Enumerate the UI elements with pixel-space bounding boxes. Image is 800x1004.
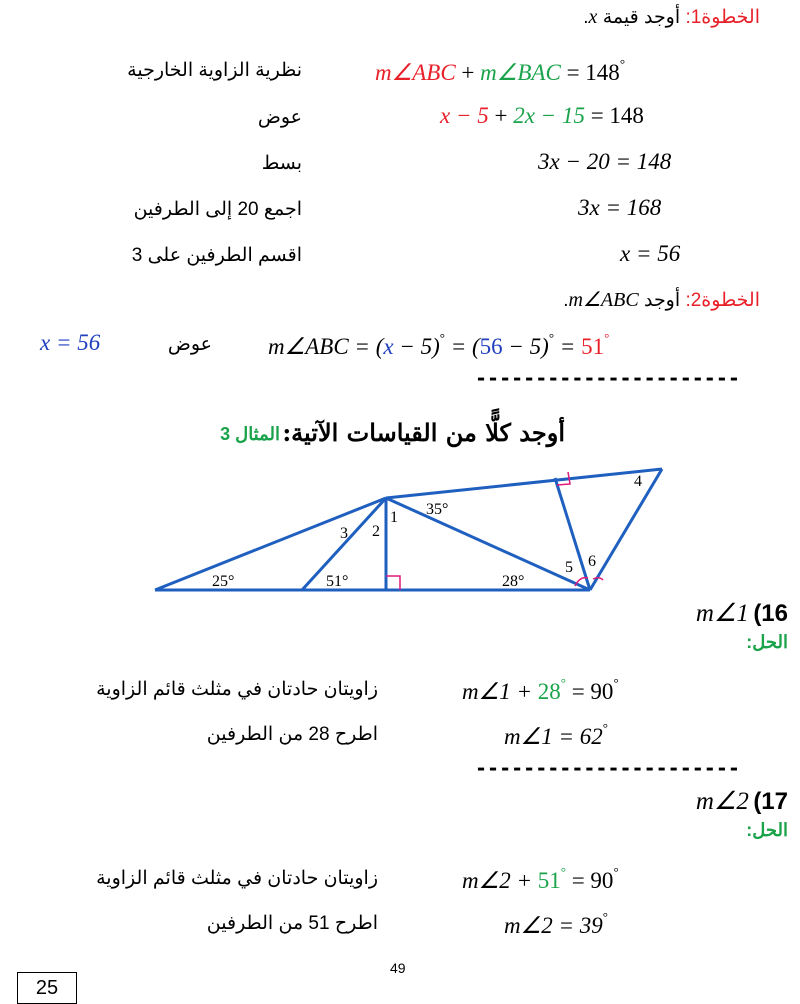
p17-eq2: m∠2 = 39° [504, 909, 608, 938]
reason-3: بسط [261, 153, 302, 174]
step1-var: x [588, 6, 598, 28]
step1-label: الخطوة1: [685, 7, 760, 28]
problem-17-number: (17 [753, 788, 788, 815]
page-number-box: 25 [17, 972, 77, 1004]
label-6: 6 [588, 553, 596, 570]
label-35: 35° [426, 501, 449, 518]
reason-4: اجمع 20 إلى الطرفين [133, 199, 302, 220]
triangle-figure [150, 462, 670, 597]
reason-5: اقسم الطرفين على 3 [131, 245, 302, 266]
sub-expr-56: 56 [479, 334, 503, 359]
sub-expr-51: 51 [581, 334, 605, 359]
example-label: المثال 3 [220, 424, 280, 444]
eq2-plus: + [494, 103, 508, 128]
separator-1: ---------------------- [475, 366, 740, 390]
reason-1: نظرية الزاوية الخارجية [127, 60, 302, 81]
label-5: 5 [565, 559, 573, 576]
step2-text: أوجد [643, 290, 681, 311]
p16-eq1-a: m∠1 + [462, 679, 538, 704]
p17-reason2: اطرح 51 من الطرفين [206, 913, 378, 934]
eq5: x = 56 [620, 241, 681, 266]
step2-expr: m∠ABC [568, 289, 639, 311]
right-angle-marker-1 [386, 576, 400, 590]
eq2-term-b: 2x − 15 [513, 103, 585, 128]
top-side [386, 469, 662, 498]
p17-eq1-a: m∠2 + [462, 868, 538, 893]
eq1: m∠ABC + m∠BAC = 148° [375, 56, 626, 85]
step2-header [563, 287, 760, 312]
p16-eq2: m∠1 = 62° [504, 720, 608, 749]
sub-expr-d: − 5) [502, 334, 549, 359]
eq2 [440, 103, 644, 129]
p16-eq1-c: = 90 [565, 679, 614, 704]
label-25: 25° [212, 573, 235, 590]
step1-period: . [583, 7, 589, 28]
sub-expr-e: = [554, 334, 582, 359]
problem-16-number: (16 [753, 600, 788, 627]
sub-expr-a: m∠ABC = ( [268, 334, 384, 359]
p17-eq1-b: 51 [537, 868, 561, 893]
eq2-term-a: x − 5 [440, 103, 489, 128]
step2-label: الخطوة2: [685, 290, 760, 311]
step2-period: . [563, 290, 569, 311]
p16-reason2: اطرح 28 من الطرفين [206, 724, 378, 745]
eq1-plus: + [461, 60, 475, 85]
label-28: 28° [502, 573, 525, 590]
p16-eq1-b: 28 [537, 679, 561, 704]
example-title: أوجد كلًّا من القياسات الآتية: [282, 418, 565, 447]
p16-eq1: m∠1 + 28° = 90° [462, 675, 619, 704]
eq3: 3x − 20 = 148 [538, 149, 672, 174]
p17-eq1-c: = 90 [565, 868, 614, 893]
eq1-term-a: m∠ABC [375, 60, 456, 85]
problem-17-solution-label: الحل: [746, 820, 788, 840]
label-4: 4 [634, 473, 642, 490]
p17-eq1: m∠2 + 51° = 90° [462, 864, 619, 893]
step1-header [583, 6, 760, 29]
problem-16-solution-label: الحل: [746, 632, 788, 652]
separator-2: ---------------------- [475, 756, 740, 780]
problem-17-expr: m∠2 [695, 788, 749, 815]
p17-reason1: زاويتان حادتان في مثلث قائم الزاوية [96, 868, 378, 889]
eq2-rhs: = 148 [590, 103, 644, 128]
diagonal [386, 498, 590, 590]
sub-reason: عوض [167, 334, 212, 355]
sub-expression: m∠ABC = (x − 5)° = (56 − 5)° = 51° [268, 330, 610, 359]
right-side [590, 469, 662, 590]
label-51: 51° [326, 573, 349, 590]
problem-17-header [696, 786, 788, 816]
sub-expr-c: = ( [444, 334, 480, 359]
label-1: 1 [390, 509, 398, 526]
p16-reason1: زاويتان حادتان في مثلث قائم الزاوية [96, 679, 378, 700]
sub-lhs: x = 56 [40, 330, 101, 355]
label-2: 2 [372, 523, 380, 540]
step1-text: أوجد قيمة [602, 7, 681, 28]
eq4: 3x = 168 [578, 195, 662, 220]
eq1-rhs: = 148 [566, 60, 620, 85]
eq1-term-b: m∠BAC [480, 60, 561, 85]
sub-expr-x: x [383, 334, 394, 359]
problem-16-expr: m∠1 [695, 600, 749, 627]
p17-eq2-a: m∠2 = 39 [504, 913, 603, 938]
reason-2: عوض [257, 107, 302, 128]
sub-expr-b: − 5) [393, 334, 440, 359]
left-side [155, 498, 386, 590]
problem-16-header [696, 598, 788, 628]
label-3: 3 [340, 525, 348, 542]
p16-eq2-a: m∠1 = 62 [504, 724, 603, 749]
page-number-center: 49 [390, 960, 406, 976]
